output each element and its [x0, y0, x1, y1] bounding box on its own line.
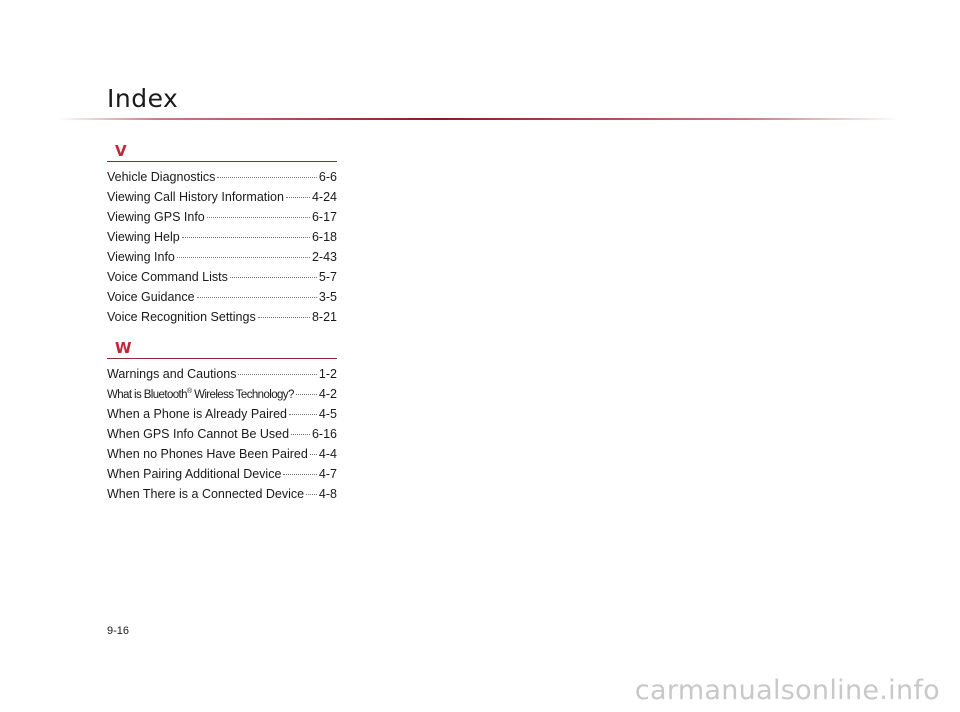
index-entry[interactable] [107, 387, 337, 407]
dot-leader [296, 394, 317, 395]
entry-label: When a Phone is Already Paired [107, 407, 287, 421]
page-title: Index [107, 84, 179, 113]
index-entry[interactable] [107, 170, 337, 190]
section-divider [107, 358, 337, 359]
entry-page: 4-5 [318, 407, 337, 421]
entry-page: 4-8 [318, 487, 337, 501]
index-entry[interactable] [107, 250, 337, 270]
entry-label: When There is a Connected Device [107, 487, 305, 501]
entry-label: Voice Guidance [107, 290, 195, 304]
watermark: carmanualsonline.info [634, 675, 940, 706]
dot-leader [289, 414, 317, 415]
index-entry[interactable] [107, 487, 337, 507]
dot-leader [306, 494, 317, 495]
dot-leader [230, 277, 317, 278]
entry-page: 4-7 [318, 467, 337, 481]
entry-label: When Pairing Additional Device [107, 467, 282, 481]
index-entry[interactable] [107, 210, 337, 230]
dot-leader [286, 197, 310, 198]
entry-label [107, 388, 294, 401]
entry-label: Warnings and Cautions [107, 367, 237, 381]
index-entry[interactable] [107, 310, 337, 330]
dot-leader [217, 177, 317, 178]
entry-label: Viewing Help [107, 230, 180, 244]
index-entry[interactable] [107, 230, 337, 250]
index-section-w [107, 340, 337, 507]
index-entry[interactable] [107, 447, 337, 467]
entry-page: 2-43 [311, 250, 337, 264]
entry-label: Vehicle Diagnostics [107, 170, 216, 184]
dot-leader [310, 454, 317, 455]
index-entry[interactable] [107, 467, 337, 487]
registered-mark: ® [186, 388, 192, 396]
entry-page: 8-21 [311, 310, 337, 324]
entry-page: 5-7 [318, 270, 337, 284]
dot-leader [207, 217, 310, 218]
section-letter: V [115, 142, 127, 160]
entry-page: 6-18 [311, 230, 337, 244]
entry-page: 6-16 [311, 427, 337, 441]
entry-label: Voice Command Lists [107, 270, 228, 284]
entry-label: When no Phones Have Been Paired [107, 447, 308, 461]
entry-label: When GPS Info Cannot Be Used [107, 427, 290, 441]
entry-page: 6-6 [318, 170, 337, 184]
entry-label: Viewing Info [107, 250, 175, 264]
dot-leader [182, 237, 310, 238]
entry-label-suffix: Wireless Technology? [191, 389, 294, 401]
dot-leader [197, 297, 317, 298]
entry-page: 6-17 [311, 210, 337, 224]
section-letter: W [115, 339, 132, 357]
index-section-v [107, 143, 337, 330]
entry-page: 3-5 [318, 290, 337, 304]
dot-leader [291, 434, 310, 435]
title-divider [58, 118, 900, 120]
entry-page: 4-4 [318, 447, 337, 461]
page-number: 9-16 [107, 625, 130, 637]
index-entry[interactable] [107, 190, 337, 210]
index-entry[interactable] [107, 290, 337, 310]
entry-label: Voice Recognition Settings [107, 310, 256, 324]
section-divider [107, 161, 337, 162]
dot-leader [177, 257, 310, 258]
index-entry[interactable] [107, 427, 337, 447]
dot-leader [258, 317, 310, 318]
entry-page: 4-2 [318, 387, 337, 401]
entry-label: Viewing Call History Information [107, 190, 284, 204]
entry-label: Viewing GPS Info [107, 210, 205, 224]
dot-leader [283, 474, 317, 475]
dot-leader [238, 374, 316, 375]
entry-label-main: What is Bluetooth [107, 389, 187, 401]
entry-page: 4-24 [311, 190, 337, 204]
entry-page: 1-2 [318, 367, 337, 381]
index-entry[interactable] [107, 270, 337, 290]
index-entry[interactable] [107, 407, 337, 427]
index-entry[interactable] [107, 367, 337, 387]
